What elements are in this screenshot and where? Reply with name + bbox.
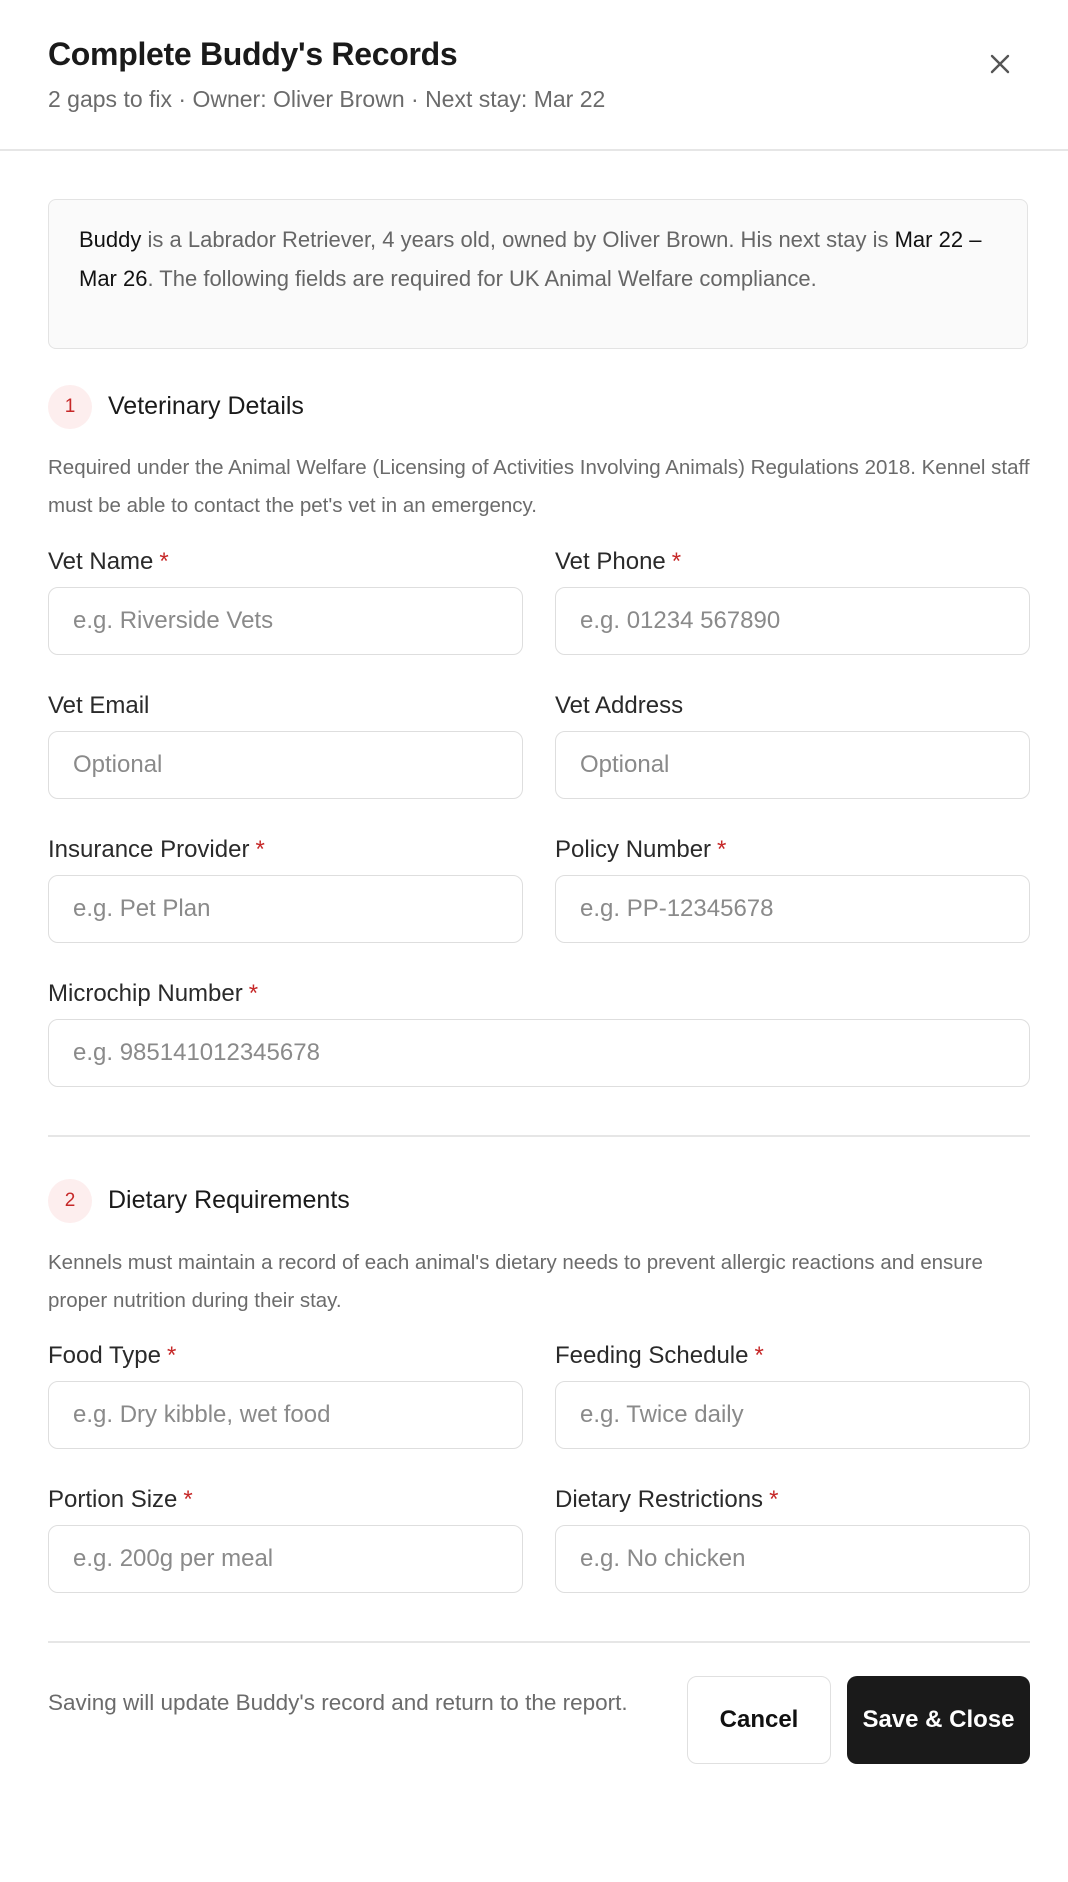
vet-phone-field[interactable]	[555, 587, 1030, 655]
dialog-subtitle: 2 gaps to fix · Owner: Oliver Brown · Next stay: Mar 22	[48, 86, 606, 112]
feeding-schedule-field[interactable]	[555, 1381, 1030, 1449]
food-type-input[interactable]	[49, 1382, 522, 1448]
section-description: Required under the Animal Welfare (Licensing of Activities Involving Animals) Regulations 2018. Kennel staff must be able to contact the pet's vet in an emergency.	[48, 456, 1030, 517]
field-label-text: Vet Phone	[555, 548, 666, 575]
vet-name-input[interactable]	[49, 588, 522, 654]
close-icon	[982, 46, 1018, 82]
field-label-text: Vet Address	[555, 692, 684, 719]
required-asterisk: *	[159, 548, 169, 575]
dialog-title: Complete Buddy's Records	[48, 36, 458, 72]
policy-number-input[interactable]	[556, 876, 1029, 942]
field-label-text: Feeding Schedule	[555, 1342, 749, 1369]
dietary-restrictions-field[interactable]	[555, 1525, 1030, 1593]
feeding-schedule-placeholder: e.g. Twice daily	[580, 1401, 744, 1428]
stay-dates: Mar 22 – Mar 26	[79, 227, 982, 291]
policy-number-placeholder: e.g. PP-12345678	[580, 895, 774, 922]
food-type-label	[48, 1342, 176, 1370]
required-asterisk: *	[255, 836, 265, 863]
microchip-number-label	[48, 980, 258, 1008]
feeding-schedule-input[interactable]	[556, 1382, 1029, 1448]
vet-address-field[interactable]	[555, 731, 1030, 799]
section-divider	[48, 1135, 1030, 1137]
vet-phone-placeholder: e.g. 01234 567890	[580, 607, 781, 634]
close-button[interactable]	[982, 46, 1018, 82]
field-label-text: Food Type	[48, 1342, 161, 1369]
field-label-text: Insurance Provider	[48, 836, 250, 863]
required-asterisk: *	[717, 836, 727, 863]
required-asterisk: *	[769, 1486, 779, 1513]
food-type-field[interactable]	[48, 1381, 523, 1449]
vet-email-label	[48, 692, 149, 720]
footer-note: Saving will update Buddy's record and return to the report.	[48, 1690, 628, 1715]
dietary-restrictions-placeholder: e.g. No chicken	[580, 1545, 746, 1572]
field-label-text: Policy Number	[555, 836, 712, 863]
vet-phone-input[interactable]	[556, 588, 1029, 654]
portion-size-placeholder: e.g. 200g per meal	[73, 1545, 274, 1572]
vet-phone-label	[555, 548, 681, 576]
required-asterisk: *	[183, 1486, 193, 1513]
insurance-provider-field[interactable]	[48, 875, 523, 943]
microchip-number-placeholder: e.g. 985141012345678	[73, 1039, 320, 1066]
field-label-text: Microchip Number	[48, 980, 243, 1007]
vet-email-input[interactable]	[49, 732, 522, 798]
section-title-dietary: Dietary Requirements	[108, 1186, 350, 1214]
section-description: Kennels must maintain a record of each animal's dietary needs to prevent allergic reactions and ensure proper nutrition during their stay.	[48, 1251, 983, 1312]
microchip-number-input[interactable]	[49, 1020, 1029, 1086]
field-label-text: Vet Name	[48, 548, 154, 575]
required-asterisk: *	[754, 1342, 764, 1369]
pet-summary-box	[48, 199, 1028, 349]
feeding-schedule-label	[555, 1342, 764, 1370]
insurance-provider-placeholder: e.g. Pet Plan	[73, 895, 211, 922]
insurance-provider-input[interactable]	[49, 876, 522, 942]
summary-text: is a Labrador Retriever, 4 years old, owned by Oliver Brown. His next stay is	[141, 227, 895, 252]
dietary-restrictions-input[interactable]	[556, 1526, 1029, 1592]
food-type-placeholder: e.g. Dry kibble, wet food	[73, 1401, 331, 1428]
vet-name-label	[48, 548, 169, 576]
insurance-provider-label	[48, 836, 265, 864]
portion-size-label	[48, 1486, 193, 1514]
required-asterisk: *	[671, 548, 682, 575]
vet-name-field[interactable]	[48, 587, 523, 655]
required-asterisk: *	[166, 1342, 177, 1369]
pet-name: Buddy	[79, 227, 142, 252]
portion-size-input[interactable]	[49, 1526, 522, 1592]
vet-email-field[interactable]	[48, 731, 523, 799]
field-label-text: Vet Email	[48, 692, 150, 719]
summary-text-2: . The following fields are required for UK Animal Welfare compliance.	[147, 266, 817, 291]
portion-size-field[interactable]	[48, 1525, 523, 1593]
section-title-veterinary: Veterinary Details	[108, 392, 304, 420]
required-asterisk: *	[248, 980, 259, 1007]
section-number-badge: 2	[48, 1179, 92, 1223]
section-number-badge: 1	[48, 385, 92, 429]
policy-number-label	[555, 836, 726, 864]
microchip-number-field[interactable]	[48, 1019, 1030, 1087]
vet-address-input[interactable]	[556, 732, 1029, 798]
vet-address-placeholder: Optional	[580, 751, 670, 778]
footer-divider	[48, 1641, 1030, 1643]
field-label-text: Dietary Restrictions	[555, 1486, 764, 1513]
field-label-text: Portion Size	[48, 1486, 178, 1513]
dietary-restrictions-label	[555, 1486, 778, 1514]
vet-email-placeholder: Optional	[73, 751, 163, 778]
header-divider	[0, 149, 1068, 151]
vet-address-label	[555, 692, 683, 720]
vet-name-placeholder: e.g. Riverside Vets	[73, 607, 274, 634]
save-and-close-button[interactable]: Save & Close	[847, 1676, 1030, 1764]
policy-number-field[interactable]	[555, 875, 1030, 943]
cancel-button[interactable]: Cancel	[687, 1676, 831, 1764]
